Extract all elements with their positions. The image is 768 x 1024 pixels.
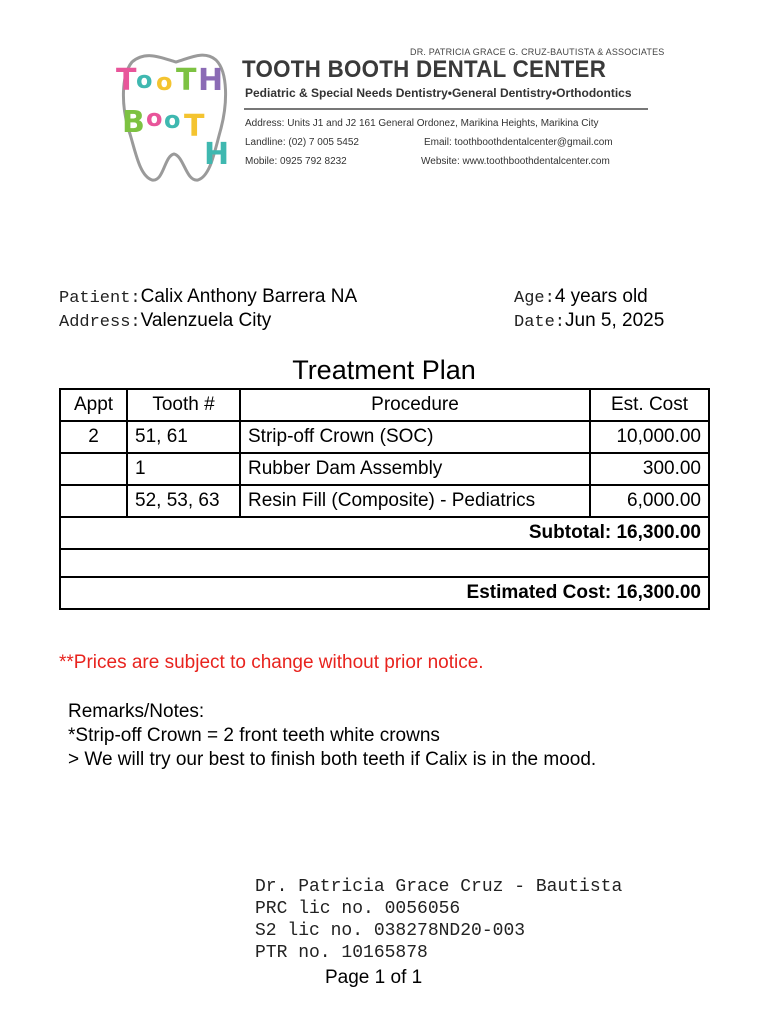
price-warning: **Prices are subject to change without prior notice. <box>59 652 484 673</box>
remarks-line: > We will try our best to finish both teeth if Calix is in the mood. <box>68 749 597 770</box>
header-divider <box>244 108 648 110</box>
associates-line: DR. PATRICIA GRACE G. CRUZ-BAUTISTA & ASSOCIATES <box>410 47 665 57</box>
patient-age-row <box>514 286 648 308</box>
estimated-cost-row <box>60 577 709 609</box>
column-header-procedure: Procedure <box>240 389 590 421</box>
procedure-cell: Strip-off Crown (SOC) <box>240 421 590 453</box>
column-header-tooth: Tooth # <box>127 389 240 421</box>
plan-date: Jun 5, 2025 <box>565 310 665 331</box>
clinic-address: Address: Units J1 and J2 161 General Ordonez, Marikina Heights, Marikina City <box>245 118 599 129</box>
s2-license: S2 lic no. 038278ND20-003 <box>255 921 526 941</box>
svg-text:o: o <box>146 104 163 132</box>
plan-date-label: Date: <box>514 313 566 332</box>
patient-name: Calix Anthony Barrera NA <box>140 286 358 307</box>
specialties-line: Pediatric & Special Needs Dentistry•General Dentistry•Orthodontics <box>245 86 632 100</box>
svg-text:T: T <box>116 63 137 98</box>
svg-text:o: o <box>164 106 181 134</box>
cost-cell: 6,000.00 <box>590 485 709 517</box>
tooth-booth-logo <box>112 44 240 186</box>
patient-age: 4 years old <box>554 286 648 307</box>
dentist-name: Dr. Patricia Grace Cruz - Bautista <box>255 877 623 897</box>
svg-text:B: B <box>122 105 145 140</box>
estimated-cost-cell: Estimated Cost: 16,300.00 <box>60 577 709 609</box>
column-header-appt: Appt <box>60 389 127 421</box>
appt-cell: 2 <box>60 421 127 453</box>
patient-address-label: Address: <box>59 313 141 332</box>
tooth-cell: 51, 61 <box>127 421 240 453</box>
remarks-line: *Strip-off Crown = 2 front teeth white crowns <box>68 725 440 746</box>
patient-name-row <box>59 286 357 308</box>
appt-cell <box>60 485 127 517</box>
subtotal-cell: Subtotal: 16,300.00 <box>60 517 709 549</box>
patient-age-label: Age: <box>514 289 555 308</box>
signature-block <box>255 876 622 964</box>
clinic-mobile: Mobile: 0925 792 8232 <box>245 156 347 167</box>
svg-text:o: o <box>136 66 153 94</box>
tooth-cell: 52, 53, 63 <box>127 485 240 517</box>
treatment-plan-table <box>59 388 710 610</box>
patient-address-row <box>59 310 271 332</box>
table-row <box>60 453 709 485</box>
treatment-plan-title: Treatment Plan <box>292 355 476 385</box>
svg-text:T: T <box>184 109 205 144</box>
remarks-block <box>68 700 668 772</box>
ptr-number: PTR no. 10165878 <box>255 943 428 963</box>
table-row <box>60 421 709 453</box>
table-row <box>60 485 709 517</box>
clinic-landline: Landline: (02) 7 005 5452 <box>245 137 359 148</box>
svg-text:T: T <box>176 63 197 98</box>
svg-text:H: H <box>204 137 230 172</box>
cost-cell: 10,000.00 <box>590 421 709 453</box>
remarks-heading: Remarks/Notes: <box>68 701 205 722</box>
procedure-cell: Rubber Dam Assembly <box>240 453 590 485</box>
spacer-row <box>60 549 709 577</box>
column-header-cost: Est. Cost <box>590 389 709 421</box>
tooth-cell: 1 <box>127 453 240 485</box>
subtotal-row <box>60 517 709 549</box>
patient-address: Valenzuela City <box>140 310 272 331</box>
center-name: TOOTH BOOTH DENTAL CENTER <box>242 56 607 83</box>
appt-cell <box>60 453 127 485</box>
prc-license: PRC lic no. 0056056 <box>255 899 461 919</box>
svg-text:o: o <box>156 68 173 96</box>
patient-name-label: Patient: <box>59 289 141 308</box>
svg-text:H: H <box>198 63 224 98</box>
clinic-website: Website: www.toothboothdentalcenter.com <box>421 156 610 167</box>
procedure-cell: Resin Fill (Composite) - Pediatrics <box>240 485 590 517</box>
spacer-cell <box>60 549 709 577</box>
page-number: Page 1 of 1 <box>325 967 423 988</box>
cost-cell: 300.00 <box>590 453 709 485</box>
table-header-row <box>60 389 709 421</box>
plan-date-row <box>514 310 664 332</box>
clinic-email: Email: toothboothdentalcenter@gmail.com <box>424 137 613 148</box>
